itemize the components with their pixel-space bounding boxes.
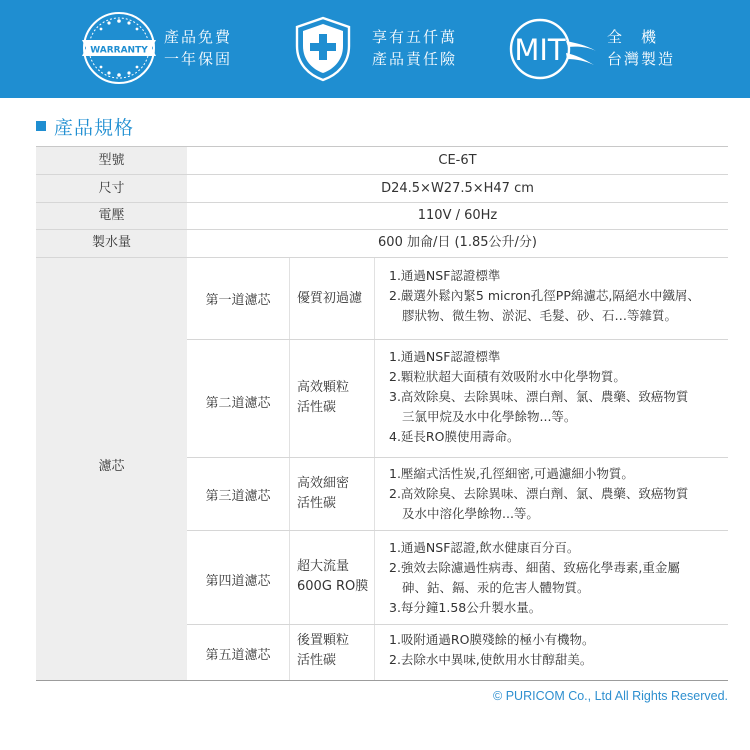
insurance-badge-text: [372, 26, 457, 70]
spec-value: 600 加侖/日 (1.85公升/分): [378, 235, 537, 250]
filter-stage-2: [187, 340, 728, 457]
filter-type-line: 高效顆粒: [297, 380, 350, 395]
mit-line-2: 台灣製造: [607, 50, 676, 68]
spec-label: 電壓: [98, 208, 125, 223]
desc-line: 1.吸附通過RO膜殘餘的極小有機物。: [389, 632, 595, 647]
spec-label: 尺寸: [98, 181, 125, 196]
filter-stage-name: 第二道濾芯: [205, 396, 271, 411]
desc-line: 1.壓縮式活性炭,孔徑細密,可過濾細小物質。: [389, 466, 634, 481]
filter-type-line: 600G RO膜: [297, 579, 369, 594]
filter-type-line: 後置顆粒: [297, 633, 350, 648]
filter-stage-5: [187, 625, 728, 680]
spec-row-output: [36, 229, 728, 256]
spec-row-size: [36, 175, 728, 202]
filter-stage-name: 第五道濾芯: [205, 648, 271, 663]
warranty-seal-text: WARRANTY: [90, 45, 148, 56]
spec-value: CE-6T: [438, 153, 477, 168]
mit-line-1: 全 機: [607, 28, 659, 46]
desc-line: 1.通過NSF認證,飲水健康百分百。: [389, 540, 580, 555]
insurance-line-2: 產品責任險: [372, 50, 458, 68]
filter-stage-description: [389, 266, 719, 326]
desc-line: 砷、鈷、鎘、汞的危害人體物質。: [402, 580, 590, 595]
desc-line: 1.通過NSF認證標準: [389, 268, 501, 283]
filter-stage-description: [389, 538, 719, 618]
desc-line: 4.延長RO膜使用壽命。: [389, 429, 520, 444]
spec-row-model: [36, 147, 728, 174]
warranty-seal-icon: [80, 9, 158, 87]
desc-line: 2.嚴選外鬆內緊5 micron孔徑PP綿濾芯,隔絕水中鐵屑、: [389, 288, 700, 303]
filter-stage-description: [389, 630, 719, 670]
desc-line: 3.高效除臭、去除異味、漂白劑、氯、農藥、致癌物質: [389, 389, 689, 404]
filter-stage-description: [389, 464, 719, 524]
mit-logo-icon: [508, 17, 600, 81]
desc-line: 1.通過NSF認證標準: [389, 349, 501, 364]
spec-label: 型號: [98, 153, 125, 168]
header-banner: [0, 0, 750, 98]
warranty-line-2: 一年保固: [164, 50, 233, 68]
filter-type-line: 超大流量: [297, 559, 350, 574]
section-title: [36, 114, 134, 138]
filter-stage-4: [187, 531, 728, 624]
spec-value: 110V / 60Hz: [417, 208, 498, 223]
section-title-text: 產品規格: [54, 116, 135, 139]
desc-line: 2.去除水中異味,使飲用水甘醇甜美。: [389, 652, 593, 667]
section-title-square-icon: [36, 121, 46, 131]
copyright-text: © PURICOM Co., Ltd All Rights Reserved.: [493, 689, 728, 703]
desc-line: 2.高效除臭、去除異味、漂白劑、氯、農藥、致癌物質: [389, 486, 689, 501]
desc-line: 三氯甲烷及水中化學餘物...等。: [402, 409, 577, 424]
filter-stage-name: 第一道濾芯: [205, 293, 271, 308]
desc-line: 及水中溶化學餘物...等。: [402, 506, 539, 521]
filter-type-line: 活性碳: [297, 400, 337, 415]
desc-line: 3.每分鐘1.58公升製水量。: [389, 600, 542, 615]
insurance-line-1: 享有五仟萬: [372, 28, 458, 46]
filter-type-line: 優質初過濾: [297, 291, 363, 306]
filter-stage-name: 第三道濾芯: [205, 489, 271, 504]
filter-type-line: 高效細密: [297, 476, 350, 491]
warranty-badge-text: [164, 26, 232, 70]
spec-label: 製水量: [91, 235, 131, 250]
filter-label: 濾芯: [98, 459, 125, 474]
spec-value: D24.5×W27.5×H47 cm: [381, 181, 534, 196]
filter-stage-description: [389, 347, 719, 447]
filter-stage-3: [187, 458, 728, 530]
filter-type-line: 活性碳: [297, 653, 337, 668]
spec-row-voltage: [36, 202, 728, 229]
desc-line: 2.強效去除濾過性病毒、細菌、致癌化學毒素,重金屬: [389, 560, 680, 575]
desc-line: 膠狀物、微生物、淤泥、毛髮、砂、石…等雜質。: [402, 308, 678, 323]
table-bottom-rule: [36, 680, 728, 681]
filter-type-line: 活性碳: [297, 496, 337, 511]
mit-logo-text: MIT: [514, 33, 566, 67]
warranty-line-1: 產品免費: [164, 28, 233, 46]
shield-plus-icon: [293, 16, 353, 82]
filter-stage-name: 第四道濾芯: [205, 574, 271, 589]
filter-stage-1: [187, 258, 728, 339]
mit-badge-text: [607, 26, 675, 70]
desc-line: 2.顆粒狀超大面積有效吸附水中化學物質。: [389, 369, 626, 384]
